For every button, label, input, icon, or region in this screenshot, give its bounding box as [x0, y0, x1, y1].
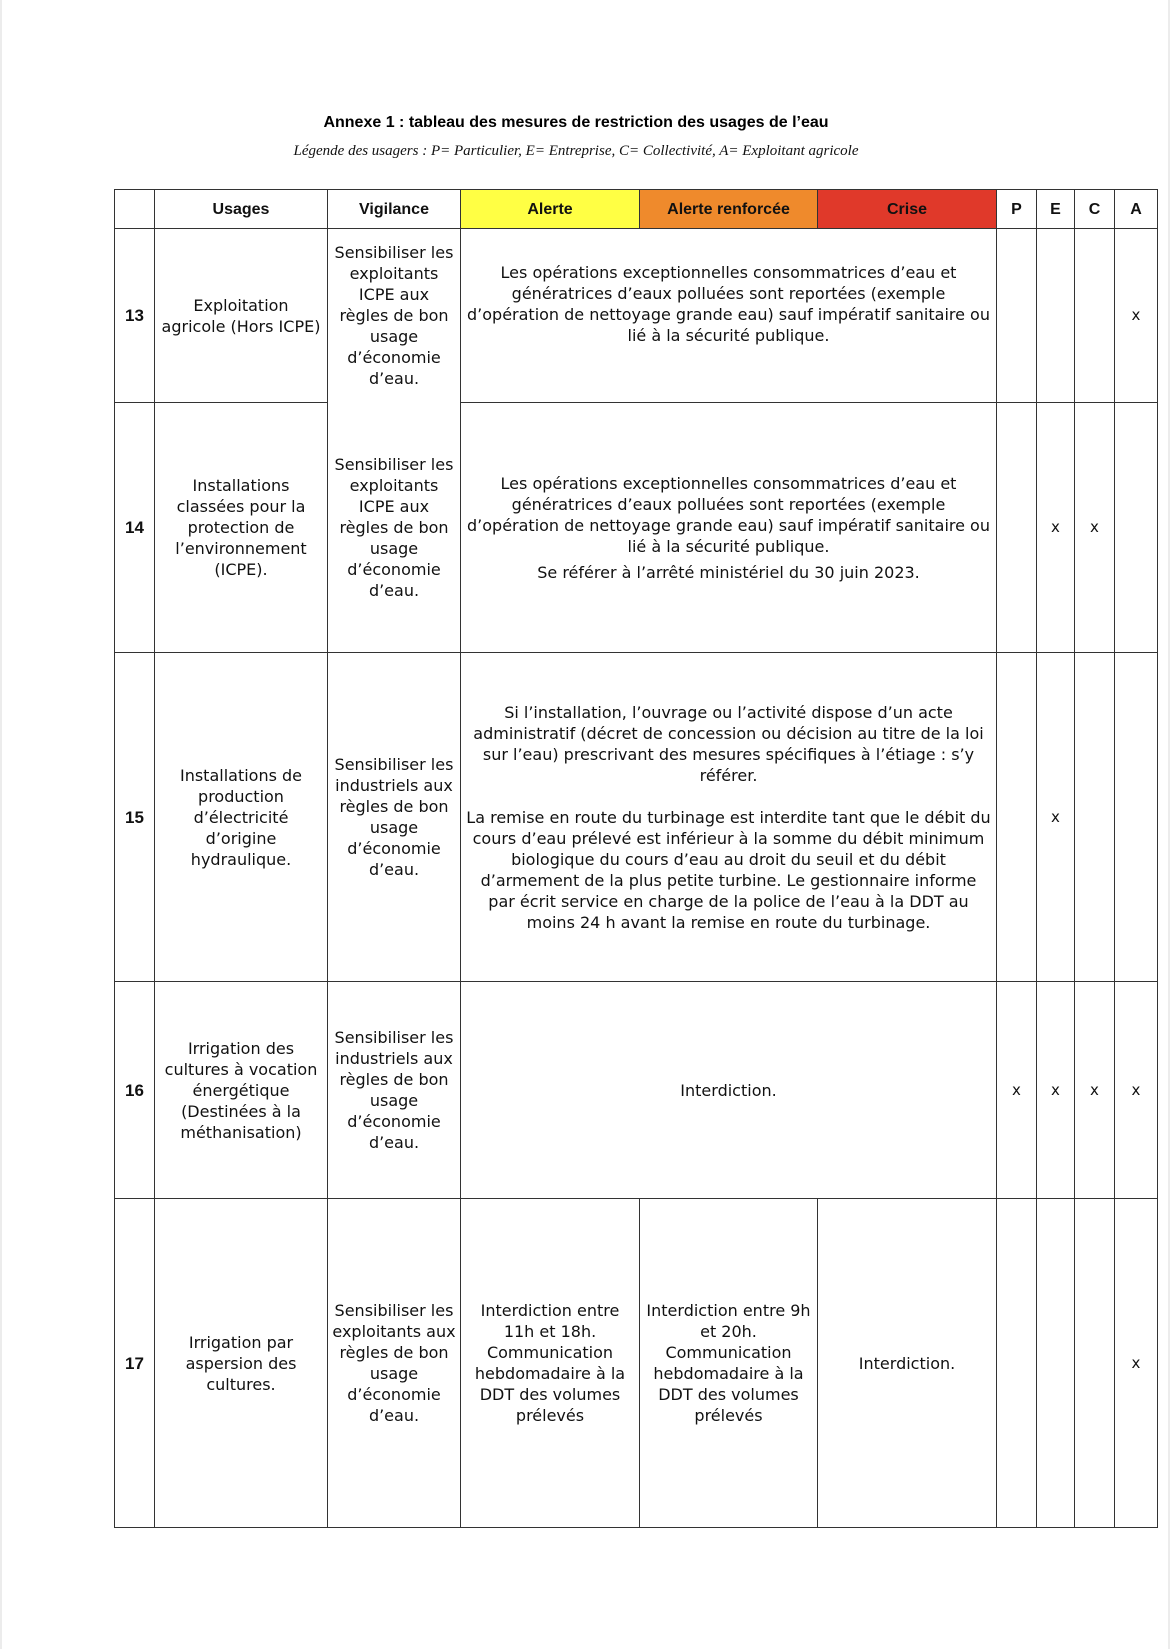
- usage-cell: Exploitation agricole (Hors ICPE): [155, 229, 328, 403]
- legend-text: Légende des usagers : P= Particulier, E= Entreprise, C= Collectivité, A= Exploitant agricole: [293, 143, 859, 159]
- header-num: [115, 190, 155, 229]
- header-e: E: [1037, 190, 1075, 229]
- usage-cell: Installations de production d’électricité d’origine hydraulique.: [155, 653, 328, 982]
- row-number: 15: [115, 653, 155, 982]
- vigilance-cell: Sensibiliser les exploitants ICPE aux règles de bon usage d’économie d’eau.: [328, 403, 461, 653]
- header-vigilance: Vigilance: [328, 190, 461, 229]
- mark-p: x: [997, 982, 1037, 1199]
- measure-paragraph: La remise en route du turbinage est interdite tant que le débit du cours d’eau prélevé est inférieur à la somme du débit minimum biologique du cours d’eau au droit du seuil et du débit d’armement de la plus petite turbine. Le gestionnaire informe par écrit service en charge de la police de l’eau à la DDT au moins 24 h avant la remise en route du turbinage.: [466, 807, 991, 932]
- restriction-table: [114, 189, 1158, 1528]
- row-number: 16: [115, 982, 155, 1199]
- crise-cell: Interdiction.: [818, 1199, 997, 1528]
- alerte-cell: Interdiction entre 11h et 18h. Communication hebdomadaire à la DDT des volumes prélevés: [461, 1199, 640, 1528]
- measure-paragraph: Les opérations exceptionnelles consommatrices d’eau et génératrices d’eaux polluées sont reportées (exemple d’opération de nettoyage grande eau) sauf impératif sanitaire ou lié à la sécurité publique.: [467, 473, 990, 556]
- header-a: A: [1115, 190, 1158, 229]
- usage-cell: Irrigation par aspersion des cultures.: [155, 1199, 328, 1528]
- header-row: [115, 190, 1158, 229]
- header-c: C: [1075, 190, 1115, 229]
- measure-paragraph: Les opérations exceptionnelles consommatrices d’eau et génératrices d’eaux polluées sont reportées (exemple d’opération de nettoyage grande eau) sauf impératif sanitaire ou lié à la sécurité publique.: [467, 263, 990, 345]
- table-row: [115, 982, 1158, 1199]
- mark-c: [1075, 653, 1115, 982]
- header-alerte: Alerte: [461, 190, 640, 229]
- header-crise: Crise: [818, 190, 997, 229]
- mark-a: [1115, 403, 1158, 653]
- mark-a: [1115, 653, 1158, 982]
- header-usages: Usages: [155, 190, 328, 229]
- vigilance-cell: Sensibiliser les industriels aux règles de bon usage d’économie d’eau.: [328, 653, 461, 982]
- measure-cell: [461, 229, 997, 403]
- measure-paragraph: Interdiction.: [680, 1080, 777, 1100]
- mark-a: x: [1115, 1199, 1158, 1528]
- mark-c: x: [1075, 982, 1115, 1199]
- alerte-renforcee-cell: Interdiction entre 9h et 20h. Communication hebdomadaire à la DDT des volumes prélevés: [640, 1199, 818, 1528]
- mark-c: [1075, 229, 1115, 403]
- usage-cell: Installations classées pour la protection de l’environnement (ICPE).: [155, 403, 328, 653]
- row-number: 13: [115, 229, 155, 403]
- page-title: Annexe 1 : tableau des mesures de restriction des usages de l’eau: [323, 114, 829, 131]
- measure-paragraph: Si l’installation, l’ouvrage ou l’activité dispose d’un acte administratif (décret de concession ou décision au titre de la loi sur l’eau) prescrivant des mesures spécifiques à l’étiage : s’y référer.: [473, 702, 984, 785]
- mark-c: [1075, 1199, 1115, 1528]
- mark-p: [997, 653, 1037, 982]
- header-p: P: [997, 190, 1037, 229]
- mark-c: x: [1075, 403, 1115, 653]
- document-page: [2, 0, 1168, 1649]
- table-row: [115, 1199, 1158, 1528]
- table-row: [115, 403, 1158, 653]
- mark-e: x: [1037, 982, 1075, 1199]
- table-row: [115, 229, 1158, 403]
- mark-a: x: [1115, 982, 1158, 1199]
- table-row: [115, 653, 1158, 982]
- vigilance-cell: Sensibiliser les exploitants aux règles de bon usage d’économie d’eau.: [328, 1199, 461, 1528]
- header-alerte-renforcee: Alerte renforcée: [640, 190, 818, 229]
- mark-a: x: [1115, 229, 1158, 403]
- vigilance-cell: Sensibiliser les industriels aux règles de bon usage d’économie d’eau.: [328, 982, 461, 1199]
- measure-paragraph: Se référer à l’arrêté ministériel du 30 juin 2023.: [537, 562, 920, 582]
- mark-e: [1037, 1199, 1075, 1528]
- measure-cell: [461, 403, 997, 653]
- measure-cell: [461, 982, 997, 1199]
- mark-p: [997, 1199, 1037, 1528]
- mark-p: [997, 403, 1037, 653]
- row-number: 14: [115, 403, 155, 653]
- vigilance-cell: Sensibiliser les exploitants ICPE aux règles de bon usage d’économie d’eau.: [328, 229, 461, 403]
- mark-p: [997, 229, 1037, 403]
- usage-cell: Irrigation des cultures à vocation énergétique (Destinées à la méthanisation): [155, 982, 328, 1199]
- mark-e: x: [1037, 653, 1075, 982]
- mark-e: x: [1037, 403, 1075, 653]
- row-number: 17: [115, 1199, 155, 1528]
- mark-e: [1037, 229, 1075, 403]
- measure-cell: [461, 653, 997, 982]
